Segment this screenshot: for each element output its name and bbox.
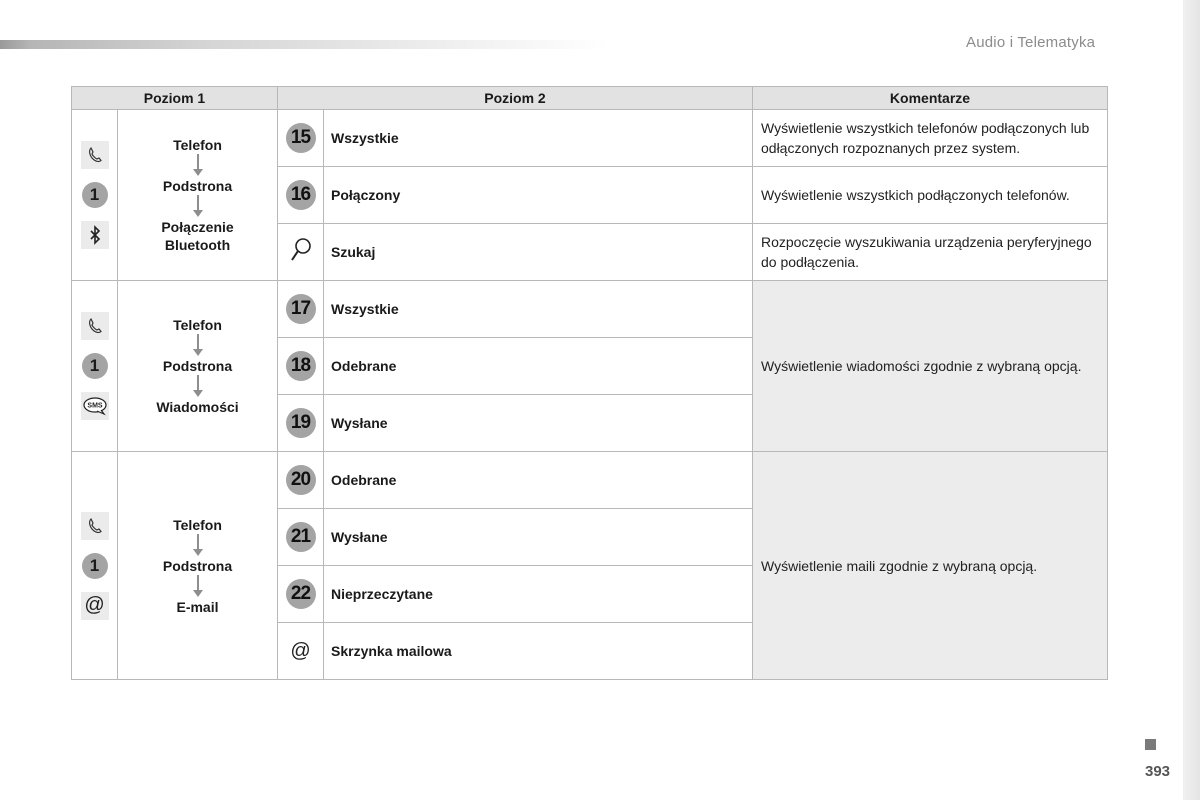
flow-step-telefon: Telefon — [173, 516, 222, 533]
row-comment: Wyświetlenie maili zgodnie z wybraną opcją. — [753, 452, 1108, 680]
search-icon — [288, 251, 314, 268]
down-arrow-icon — [193, 195, 203, 218]
step-number-icon: 1 — [82, 353, 108, 379]
number-badge: 15 — [286, 123, 316, 153]
flow-step-wiadomosci: Wiadomości — [156, 399, 239, 415]
number-badge: 16 — [286, 180, 316, 210]
number-badge: 18 — [286, 351, 316, 381]
number-badge: 22 — [286, 579, 316, 609]
row-label: Odebrane — [324, 452, 753, 509]
at-icon: @ — [290, 639, 311, 662]
level1-icons — [72, 110, 118, 281]
row-label: Wszystkie — [324, 281, 753, 338]
flow-step-podstrona: Podstrona — [162, 178, 233, 194]
page-edge-strip — [1183, 0, 1200, 800]
row-label: Skrzynka mailowa — [324, 623, 753, 680]
number-badge: 17 — [286, 294, 316, 324]
page-section-title: Audio i Telematyka — [966, 34, 1096, 51]
flow-step-telefon: Telefon — [173, 317, 222, 333]
table-row — [72, 110, 1108, 167]
level1-flow — [118, 110, 278, 281]
flow-step-telefon: Telefon — [173, 137, 222, 153]
flow-step-bluetooth: Połączenie Bluetooth — [161, 219, 234, 253]
header-poziom-1: Poziom 1 — [72, 87, 278, 110]
number-badge: 19 — [286, 408, 316, 438]
level1-flow — [118, 281, 278, 452]
flow-step-email: E-mail — [176, 598, 219, 615]
header-komentarze: Komentarze — [753, 87, 1108, 110]
table-row — [72, 281, 1108, 338]
page-marker — [1145, 739, 1156, 750]
down-arrow-icon — [193, 575, 203, 598]
bluetooth-icon — [81, 221, 109, 249]
header-poziom-2: Poziom 2 — [278, 87, 753, 110]
down-arrow-icon — [193, 334, 203, 357]
flow-step-podstrona: Podstrona — [162, 358, 233, 374]
down-arrow-icon — [193, 534, 203, 557]
down-arrow-icon — [193, 154, 203, 177]
row-label: Wysłane — [324, 395, 753, 452]
svg-text:SMS: SMS — [86, 402, 103, 410]
phone-icon — [81, 312, 109, 340]
level1-icons — [72, 281, 118, 452]
row-label: Nieprzeczytane — [324, 566, 753, 623]
table-row — [72, 452, 1108, 509]
row-label: Wszystkie — [324, 110, 753, 167]
row-label: Odebrane — [324, 338, 753, 395]
at-icon: @ — [81, 592, 109, 620]
row-label: Połączony — [324, 167, 753, 224]
phone-icon — [81, 141, 109, 169]
phone-icon — [81, 512, 109, 540]
page-number: 393 — [1145, 763, 1171, 780]
row-comment: Wyświetlenie wiadomości zgodnie z wybraną opcją. — [753, 281, 1108, 452]
row-label: Szukaj — [324, 224, 753, 281]
number-badge: 20 — [286, 465, 316, 495]
level1-icons — [72, 452, 118, 680]
row-comment: Rozpoczęcie wyszukiwania urządzenia peryferyjnego do podłączenia. — [753, 224, 1108, 281]
number-badge: 21 — [286, 522, 316, 552]
down-arrow-icon — [193, 375, 203, 398]
menu-table — [71, 86, 1108, 680]
row-comment: Wyświetlenie wszystkich telefonów podłączonych lub odłączonych rozpoznanych przez system. — [753, 110, 1108, 167]
sms-icon — [81, 392, 109, 420]
table-header-row — [72, 87, 1108, 110]
row-comment: Wyświetlenie wszystkich podłączonych telefonów. — [753, 167, 1108, 224]
header-decoration-bar — [0, 40, 610, 49]
flow-step-podstrona: Podstrona — [162, 557, 233, 574]
level1-flow — [118, 452, 278, 680]
row-label: Wysłane — [324, 509, 753, 566]
step-number-icon: 1 — [82, 182, 108, 208]
step-number-icon: 1 — [82, 553, 108, 579]
